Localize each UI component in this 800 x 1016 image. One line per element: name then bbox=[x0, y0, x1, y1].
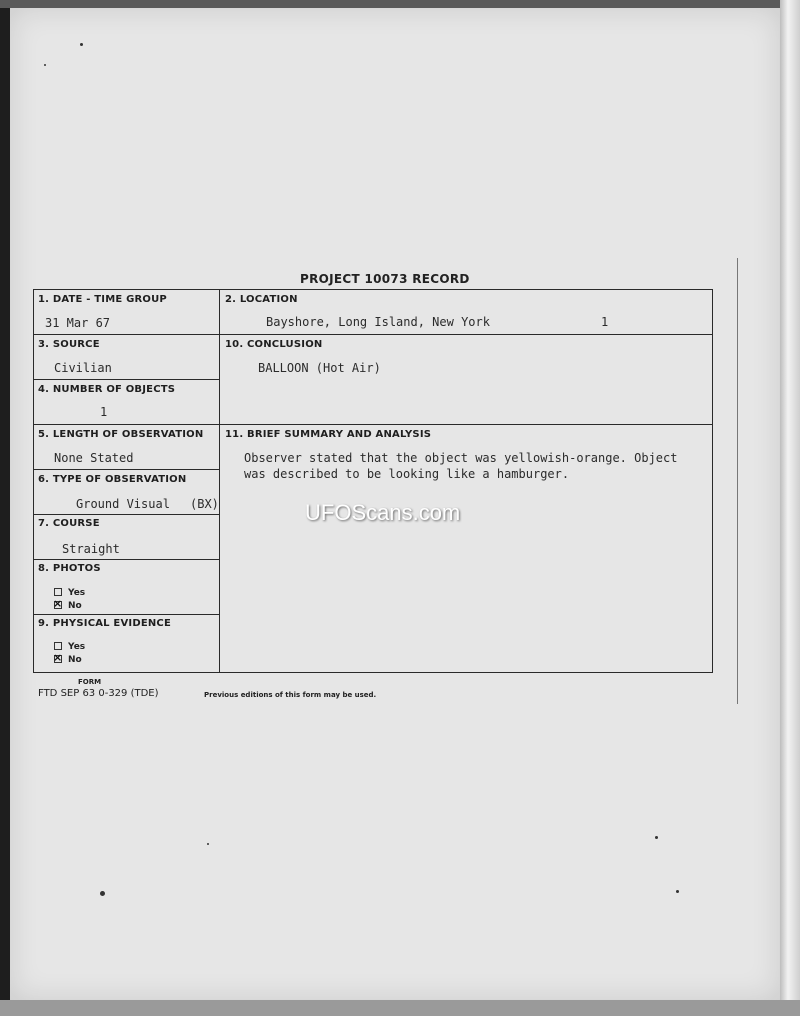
photos-no-label: No bbox=[68, 601, 82, 611]
physical-evidence-yes-label: Yes bbox=[68, 642, 86, 652]
type-of-observation-label: 6. TYPE OF OBSERVATION bbox=[38, 474, 187, 485]
margin-line bbox=[737, 258, 738, 704]
date-time-group-label: 1. DATE - TIME GROUP bbox=[38, 294, 167, 305]
physical-evidence-no-label: No bbox=[68, 655, 82, 665]
summary-label: 11. BRIEF SUMMARY AND ANALYSIS bbox=[225, 429, 432, 440]
photos-label: 8. PHOTOS bbox=[38, 563, 101, 574]
photos-no-checkbox bbox=[54, 601, 62, 609]
photos-yes-label: Yes bbox=[68, 588, 86, 598]
footer-note: Previous editions of this form may be used. bbox=[204, 691, 377, 699]
date-time-group-value: 31 Mar 67 bbox=[45, 316, 111, 330]
scan-top-edge bbox=[0, 0, 800, 8]
scan-speck bbox=[676, 890, 679, 893]
photos-yes-checkbox bbox=[54, 588, 62, 596]
footer-form-id: FTD SEP 63 0-329 (TDE) bbox=[38, 688, 159, 699]
watermark: UFOScans.com bbox=[305, 500, 461, 525]
type-of-observation-value: Ground Visual bbox=[76, 497, 170, 511]
physical-evidence-no-checkbox bbox=[54, 655, 62, 663]
conclusion-value: BALLOON (Hot Air) bbox=[258, 361, 381, 375]
course-label: 7. COURSE bbox=[38, 518, 100, 529]
scan-speck bbox=[207, 843, 209, 845]
number-of-objects-value: 1 bbox=[100, 405, 108, 419]
source-label: 3. SOURCE bbox=[38, 339, 100, 350]
source-value: Civilian bbox=[54, 361, 112, 375]
location-value: Bayshore, Long Island, New York bbox=[266, 315, 490, 329]
footer-form-word: FORM bbox=[78, 678, 102, 686]
summary-line-2: was described to be looking like a hamburger. bbox=[244, 467, 570, 481]
scan-speck bbox=[80, 43, 83, 46]
length-of-observation-value: None Stated bbox=[54, 451, 134, 465]
photos-no-option bbox=[54, 601, 82, 611]
number-of-objects-label: 4. NUMBER OF OBJECTS bbox=[38, 384, 176, 395]
location-label: 2. LOCATION bbox=[225, 294, 298, 305]
physical-evidence-yes-checkbox bbox=[54, 642, 62, 650]
scan-left-edge bbox=[0, 0, 10, 1016]
scan-speck bbox=[100, 891, 105, 896]
length-of-observation-label: 5. LENGTH OF OBSERVATION bbox=[38, 429, 204, 440]
type-of-observation-code: (BX) bbox=[190, 497, 219, 511]
location-code: 1 bbox=[601, 315, 609, 329]
scan-speck bbox=[44, 64, 46, 66]
scan-bottom-edge bbox=[0, 1000, 800, 1016]
scan-speck bbox=[655, 836, 658, 839]
course-value: Straight bbox=[62, 542, 120, 556]
physical-evidence-label: 9. PHYSICAL EVIDENCE bbox=[38, 618, 171, 629]
scan-right-edge bbox=[780, 0, 800, 1016]
conclusion-label: 10. CONCLUSION bbox=[225, 339, 323, 350]
physical-evidence-no-option bbox=[54, 655, 82, 665]
record-title: PROJECT 10073 RECORD bbox=[300, 272, 470, 286]
summary-line-1: Observer stated that the object was yellowish-orange. Object bbox=[244, 451, 678, 465]
